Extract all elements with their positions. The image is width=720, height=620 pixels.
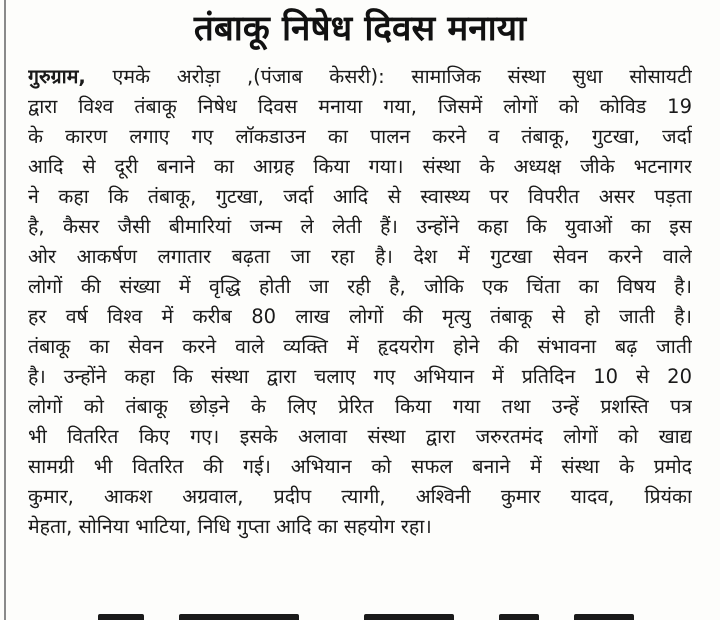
article-line: है। उन्होंने कहा कि संस्था द्वारा चलाए गए अभियान में प्रतिदिन 10 से 20 <box>28 365 692 388</box>
dateline: गुरुग्राम, <box>28 65 86 88</box>
article-line: है, कैसर जैसी बीमारियां जन्म ले लेती हैं। उन्होंने कहा कि युवाओं का इस <box>28 215 692 238</box>
column-divider <box>4 0 6 620</box>
article-line: द्वारा विश्व तंबाकू निषेध दिवस मनाया गया, जिसमें लोगों को कोविड 19 <box>28 95 692 118</box>
article-line-text: एमके अरोड़ा ,(पंजाब केसरी): सामाजिक संस्था सुधा सोसायटी <box>85 65 692 88</box>
article-line: मेहता, सोनिया भाटिया, निधि गुप्ता आदि का सहयोग रहा। <box>28 515 432 538</box>
headline: तंबाकू निषेध दिवस मनाया <box>193 9 527 49</box>
article-line: आदि से दूरी बनाने का आग्रह किया गया। संस्था के अध्यक्ष जीके भटनागर <box>28 155 692 178</box>
article-line: सामग्री भी वितरित की गई। अभियान को सफल बनाने में संस्था के प्रमोद <box>28 455 692 478</box>
article-line <box>28 62 692 92</box>
next-headline-cutoff <box>20 606 700 620</box>
article-line: के कारण लगाए गए लॉकडाउन का पालन करने व तंबाकू, गुटखा, जर्दा <box>28 125 692 148</box>
article-line: लोगों को तंबाकू छोड़ने के लिए प्रेरित किया गया तथा उन्हें प्रशस्ति पत्र <box>28 395 692 418</box>
article-line: हर वर्ष विश्व में करीब 80 लाख लोगों की मृत्यु तंबाकू से हो जाती है। <box>28 305 692 328</box>
article-body <box>28 62 692 542</box>
article-line: भी वितरित किए गए। इसके अलावा संस्था द्वारा जरुरतमंद लोगों को खाद्य <box>28 425 692 448</box>
article-line: लोगों की संख्या में वृद्धि होती जा रही है, जोकि एक चिंता का विषय है। <box>28 275 692 298</box>
article-line: ने कहा कि तंबाकू, गुटखा, जर्दा आदि से स्वास्थ्य पर विपरीत असर पड़ता <box>28 185 692 208</box>
article-line: कुमार, आकश अग्रवाल, प्रदीप त्यागी, अश्विनी कुमार यादव, प्रियंका <box>28 485 692 508</box>
article-line: तंबाकू का सेवन करने वाले व्यक्ति में हृदयरोग होने की संभावना बढ़ जाती <box>28 335 692 358</box>
article-line: ओर आकर्षण लगातार बढ़ता जा रहा है। देश में गुटखा सेवन करने वाले <box>28 245 692 268</box>
